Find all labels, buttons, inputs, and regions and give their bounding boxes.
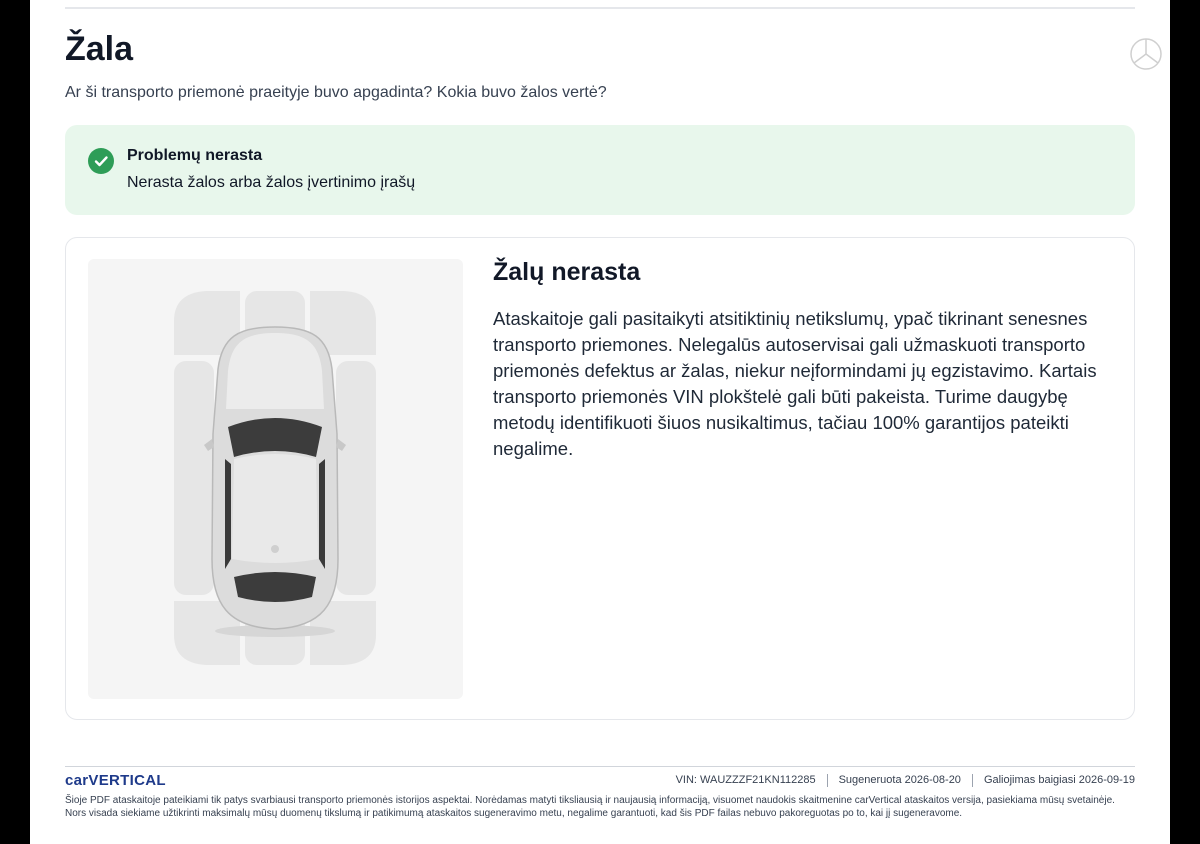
footer-divider — [65, 766, 1135, 767]
check-icon — [88, 148, 114, 174]
expires-date: 2026-09-19 — [1078, 774, 1135, 786]
car-body — [204, 327, 346, 637]
right-margin-bar — [1170, 0, 1200, 844]
alert-text: Nerasta žalos arba žalos įvertinimo įrašų — [127, 174, 416, 191]
generated-date: 2026-08-20 — [904, 774, 961, 786]
left-margin-bar — [0, 0, 30, 844]
page-subtitle: Ar ši transporto priemonė praeityje buvo apgadinta? Kokia buvo žalos vertė? — [65, 84, 607, 101]
car-diagram — [88, 259, 463, 699]
vin-value: WAUZZZF21KN112285 — [700, 774, 816, 786]
page-title: Žala — [65, 30, 134, 68]
card-title: Žalų nerasta — [493, 258, 641, 286]
vin-label: VIN: — [675, 774, 697, 786]
meta-separator — [972, 774, 973, 787]
report-meta — [676, 774, 1135, 787]
brand-watermark-icon — [1128, 36, 1164, 72]
status-alert — [65, 125, 1135, 215]
zone-left-side — [174, 361, 214, 595]
generated-label: Sugeneruota — [838, 774, 902, 786]
brand-logo: carVERTICAL — [65, 772, 166, 789]
expires-label: Galiojimas baigiasi — [983, 774, 1076, 786]
top-divider — [65, 7, 1135, 9]
car-top-view-icon — [88, 259, 463, 699]
alert-title: Problemų nerasta — [127, 147, 263, 164]
meta-separator — [827, 774, 828, 787]
footer-disclaimer: Šioje PDF ataskaitoje pateikiami tik patys svarbiausi transporto priemonės istorijos aspektai. Norėdamas matyti tiksliausią ir naujausią informaciją, visuomet naudokis skaitmenine carVertical ataskaitos versija, pasiekiama mūsų svetainėje. Nors visada siekiame užtikrinti maksimalų mūsų duomenų tikslumą ir patikimumą ataskaitos sugeneravimo metu, negalime garantuoti, kad šis PDF failas nebuvo pakoreguotas po to, kai jį sugeneravome. — [65, 795, 1115, 819]
damage-card — [65, 237, 1135, 720]
zone-right-side — [336, 361, 376, 595]
card-description: Ataskaitoje gali pasitaikyti atsitiktinių netikslumų, ypač tikrinant senesnes transporto priemones. Nelegalūs autoservisai gali užmaskuoti transporto priemonės defektus ar žalas, niekur neįformindami jų egzistavimo. Kartais transporto priemonės VIN plokštelė gali būti pakeista. Turime daugybę metodų identifikuoti šiuos nusikaltimus, tačiau 100% garantijos pateikti negalime. — [493, 308, 1097, 459]
